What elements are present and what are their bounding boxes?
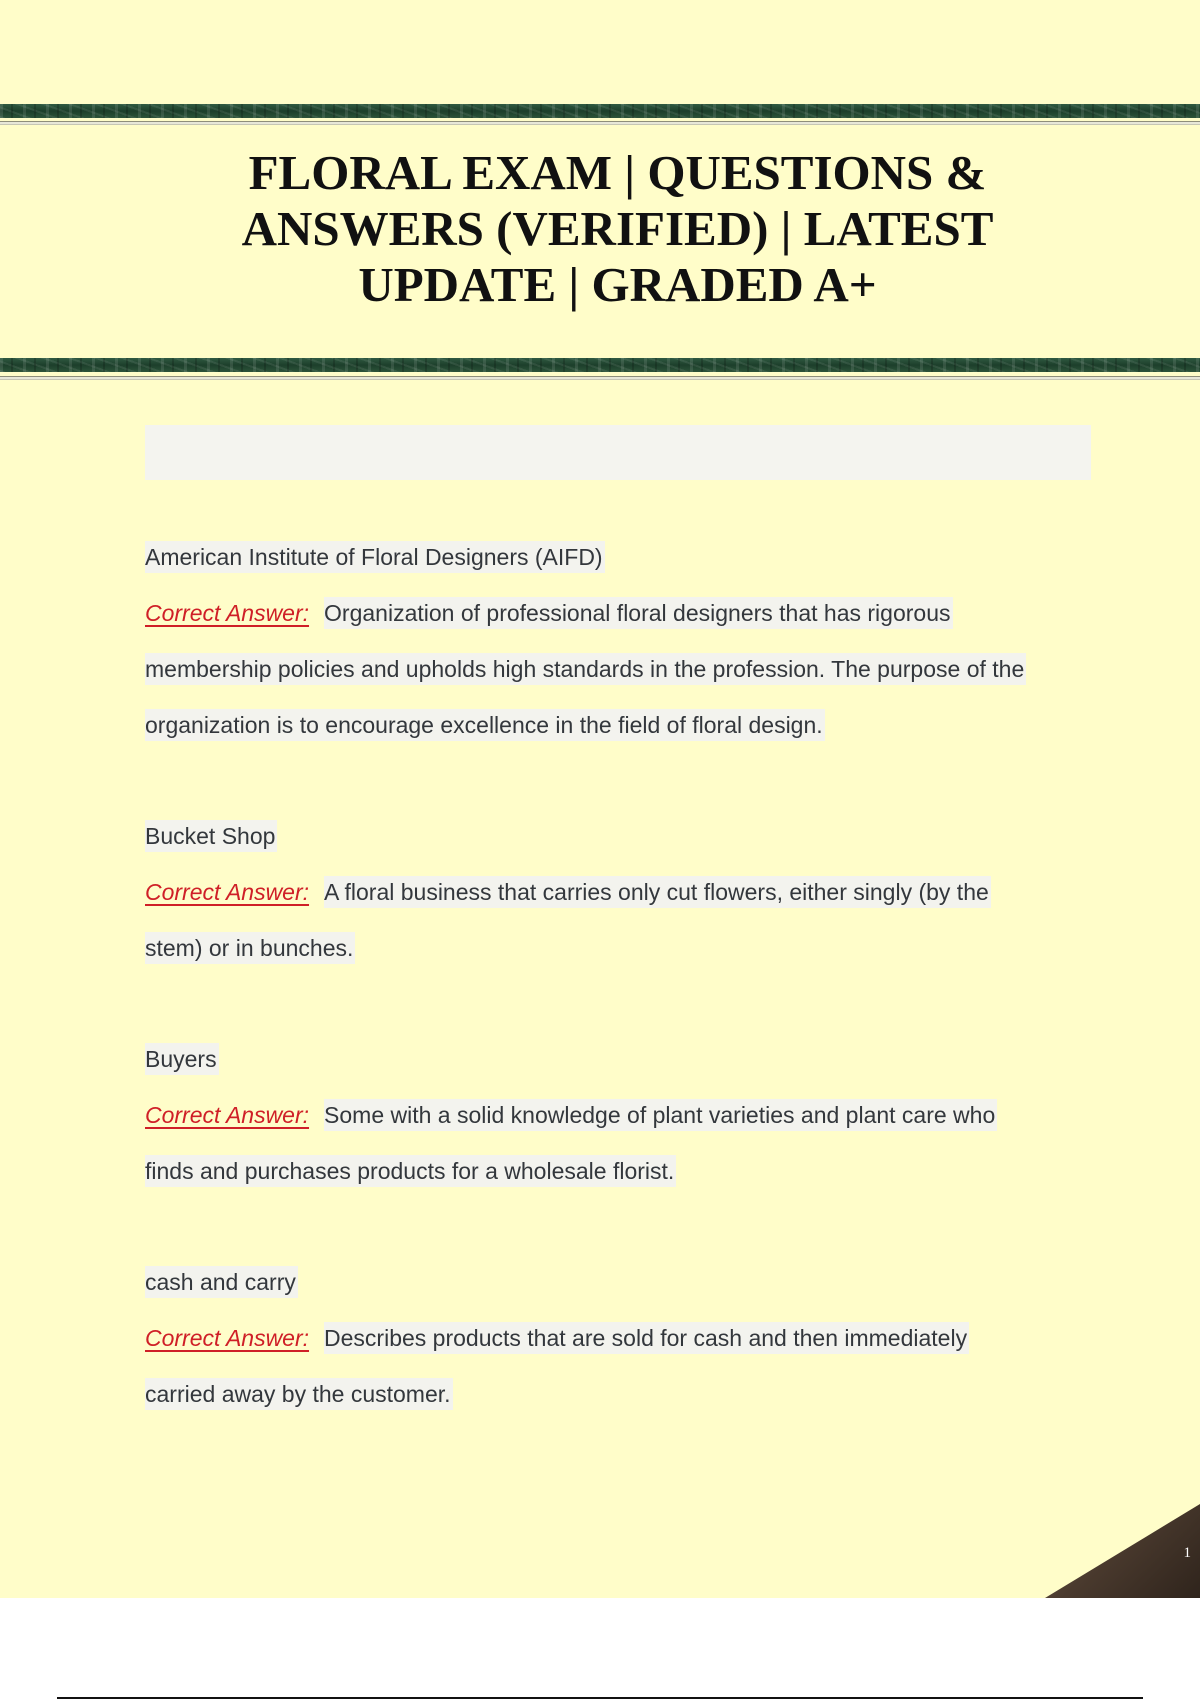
answer-text: organization is to encourage excellence in the field of floral design. [145, 709, 825, 741]
qa-entry [145, 1254, 1095, 1422]
answer-text: Organization of professional floral designers that has rigorous [324, 597, 952, 629]
blank-highlight-box [145, 425, 1091, 480]
page-number: 1 [1183, 1545, 1191, 1561]
qa-list [145, 529, 1095, 1422]
answer-text: Describes products that are sold for cash and then immediately [324, 1322, 969, 1354]
answer-text: A floral business that carries only cut flowers, either singly (by the [324, 876, 991, 908]
answer-text: membership policies and upholds high standards in the profession. The purpose of the [145, 653, 1026, 685]
divider-rule-bottom [0, 376, 1200, 380]
question-term: cash and carry [145, 1266, 298, 1298]
answer-text: Some with a solid knowledge of plant varieties and plant care who [324, 1099, 997, 1131]
qa-entry [145, 1031, 1095, 1199]
qa-entry [145, 808, 1095, 976]
correct-answer-label: Correct Answer: [145, 1325, 310, 1351]
correct-answer-label: Correct Answer: [145, 1102, 310, 1128]
correct-answer-label: Correct Answer: [145, 600, 310, 626]
decorative-band-top [0, 104, 1200, 118]
answer-text: stem) or in bunches. [145, 932, 355, 964]
decorative-band-bottom [0, 358, 1200, 372]
divider-rule-top [0, 121, 1200, 125]
correct-answer-label: Correct Answer: [145, 879, 310, 905]
question-term: Buyers [145, 1043, 219, 1075]
footer-divider [57, 1697, 1143, 1699]
page-title: FLORAL EXAM | QUESTIONS & ANSWERS (VERIFIED) | LATEST UPDATE | GRADED A+ [241, 145, 994, 312]
page-corner-decoration [1045, 1504, 1200, 1598]
question-term: Bucket Shop [145, 820, 277, 852]
answer-text: finds and purchases products for a wholesale florist. [145, 1155, 676, 1187]
answer-text: carried away by the customer. [145, 1378, 453, 1410]
question-term: American Institute of Floral Designers (AIFD) [145, 541, 605, 573]
qa-entry [145, 529, 1095, 753]
